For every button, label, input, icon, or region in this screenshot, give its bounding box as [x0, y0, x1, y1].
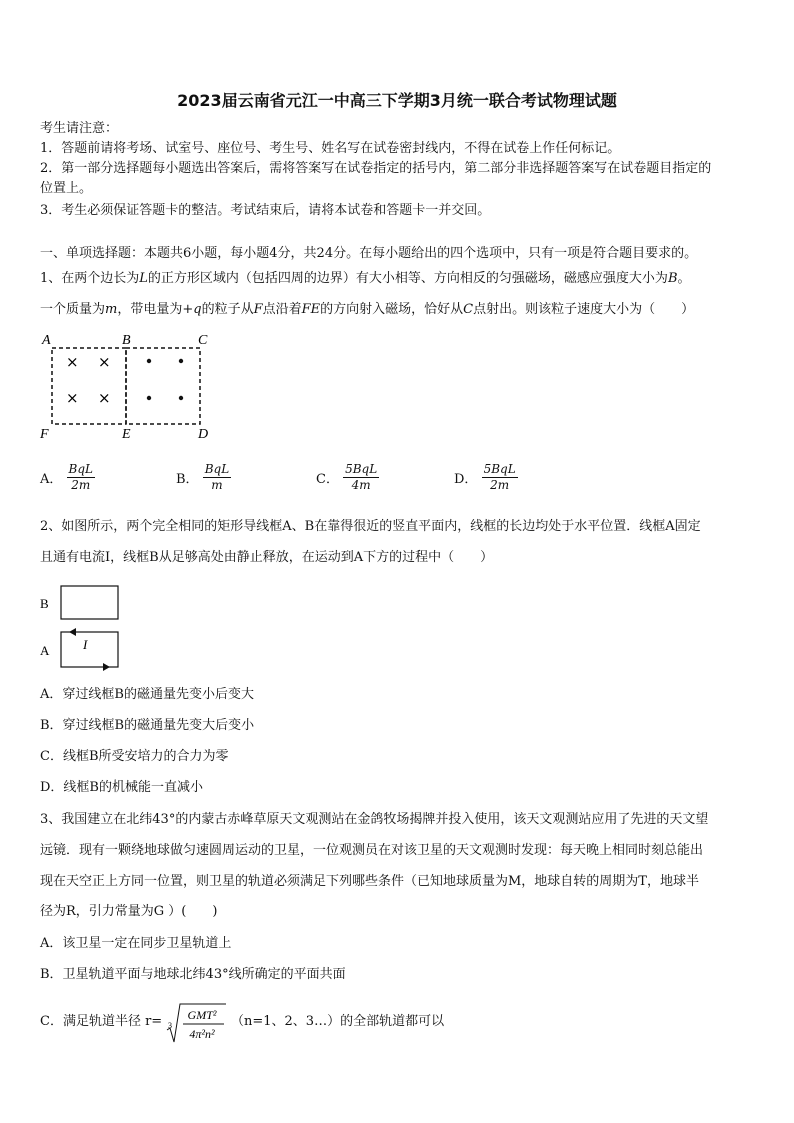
- field-into-page-mark: ×: [66, 389, 79, 407]
- q2-stem-line1: 2、如图所示，两个完全相同的矩形导线框A、B在靠得很近的竖直平面内，线框的长边均处于水平位置．线框A固定: [40, 519, 701, 534]
- q1-stem-line2: 一个质量为m，带电量为+q的粒子从F点沿着FE的方向射入磁场，恰好从C点射出。则该粒子速度大小为（ ）: [40, 302, 695, 317]
- field-into-page-mark: ×: [66, 353, 79, 371]
- q3-option-b: B．卫星轨道平面与地球北纬43°线所确定的平面共面: [40, 967, 346, 982]
- q2-option-d: D．线框B的机械能一直减小: [40, 780, 203, 795]
- q1-stem-line1: 1、在两个边长为L的正方形区域内（包括四周的边界）有大小相等、方向相反的匀强磁场，磁感应强度大小为B。: [40, 271, 691, 286]
- field-out-of-page-mark: [147, 359, 151, 363]
- q3-stem-line: 现在天空正上方同一位置，则卫星的轨道必须满足下列哪些条件（已知地球质量为M，地球自转的周期为T，地球半: [40, 874, 699, 889]
- q1-option-b: B． $\frac{\text{BqL}}{m}$: [176, 462, 230, 492]
- current-arrow-bottom: [103, 663, 110, 671]
- q3-option-a: A．该卫星一定在同步卫星轨道上: [40, 936, 232, 951]
- left-square-region: [52, 348, 126, 424]
- right-square-region: [126, 348, 200, 424]
- notice-item: 2．第一部分选择题每小题选出答案后，需将答案写在试卷指定的括号内，第二部分非选择题答案写在试卷题目指定的: [40, 161, 712, 176]
- q1-option-a: A． $\frac{\text{BqL}}{2m}$: [40, 462, 93, 492]
- cube-root-sign: [166, 1002, 228, 1046]
- q2-option-a: A．穿过线框B的磁通量先变小后变大: [40, 687, 254, 702]
- q1-option-c: C． $\frac{\text{5BqL}}{4m}$: [316, 462, 378, 492]
- q3-stem-line: 远镜．现有一颗绕地球做匀速圆周运动的卫星，一位观测员在对该卫星的天文观测时发现：每天晚上相同时刻总能出: [40, 843, 704, 858]
- notice-heading: 考生请注意：: [40, 121, 119, 136]
- page-title: 2023届云南省元江一中高三下学期3月统一联合考试物理试题: [177, 91, 617, 110]
- field-out-of-page-mark: [179, 396, 183, 400]
- field-out-of-page-mark: [147, 396, 151, 400]
- q2-stem-line2: 且通有电流I，线框B从足够高处由静止释放，在运动到A下方的过程中（ ）: [40, 550, 494, 565]
- frame-b-label: B: [40, 596, 49, 611]
- frame-a-label: A: [40, 643, 50, 658]
- field-out-of-page-mark: [179, 359, 183, 363]
- section-heading: 一、单项选择题：本题共6小题，每小题4分，共24分。在每小题给出的四个选项中，只有一项是符合题目要求的。: [40, 246, 698, 261]
- q2-wire-frames-figure: [36, 582, 126, 672]
- frame-a: [61, 632, 118, 667]
- q2-option-b: B．穿过线框B的磁通量先变大后变小: [40, 718, 255, 733]
- current-label: I: [83, 637, 88, 652]
- vertex-label-e: E: [122, 427, 131, 442]
- notice-item: 位置上。: [40, 181, 93, 196]
- vertex-label-d: D: [198, 427, 209, 442]
- svg-text:3: 3: [168, 1021, 172, 1030]
- q3-stem-line: 径为R，引力常量为G ）( ): [40, 904, 218, 919]
- q1-magnetic-field-figure: [36, 328, 226, 443]
- vertex-label-f: F: [40, 427, 49, 442]
- frame-b: [61, 586, 118, 619]
- field-into-page-mark: ×: [98, 389, 111, 407]
- vertex-label-b: B: [122, 333, 131, 348]
- vertex-label-a: A: [42, 333, 51, 348]
- current-arrow-top: [69, 628, 76, 636]
- notice-item: 1．答题前请将考场、试室号、座位号、考生号、姓名写在试卷密封线内，不得在试卷上作任何标记。: [40, 141, 621, 156]
- vertex-label-c: C: [198, 333, 208, 348]
- root-denominator: 4π²n²: [189, 1027, 215, 1041]
- q2-option-c: C．线框B所受安培力的合力为零: [40, 749, 229, 764]
- root-numerator: GMT²: [187, 1008, 217, 1022]
- q1-option-d: D． $\frac{\text{5BqL}}{2m}$: [454, 462, 516, 492]
- notice-item: 3．考生必须保证答题卡的整洁。考试结束后，请将本试卷和答题卡一并交回。: [40, 203, 491, 218]
- field-into-page-mark: ×: [98, 353, 111, 371]
- q3-stem-line: 3、我国建立在北纬43°的内蒙古赤峰草原天文观测站在金鸽牧场揭牌并投入使用，该天文观测站应用了先进的天文望: [40, 812, 709, 827]
